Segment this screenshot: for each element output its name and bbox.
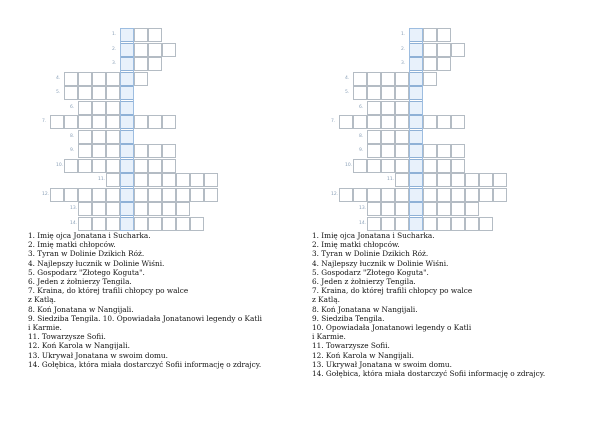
letter-cell[interactable] — [148, 144, 162, 158]
clue-line: 9. Siedziba Tengila. 10. Opowiadała Jonatanowi legendy o Katli — [28, 313, 262, 323]
letter-cell[interactable] — [92, 144, 106, 158]
clue-line: 6. Jeden z żołnierzy Tengila. — [28, 277, 132, 287]
letter-cell[interactable] — [92, 202, 106, 216]
letter-cell[interactable] — [339, 188, 353, 202]
letter-cell[interactable] — [381, 217, 395, 231]
letter-cell[interactable] — [367, 202, 381, 216]
clue-line: 9. Siedziba Tengila. — [312, 313, 385, 323]
clue-line: 4. Najlepszy łucznik w Dolinie Wiśni. — [312, 258, 449, 268]
letter-cell[interactable] — [451, 188, 465, 202]
letter-cell[interactable] — [381, 115, 395, 129]
letter-cell[interactable] — [479, 217, 493, 231]
clue-line: 3. Tyran w Dolinie Dzikich Róż. — [28, 249, 145, 259]
clue-line: 12. Koń Karola w Nangijali. — [28, 341, 130, 351]
letter-cell[interactable] — [395, 173, 409, 187]
letter-cell[interactable] — [381, 159, 395, 173]
clue-line: 2. Imię matki chłopców. — [28, 240, 116, 250]
letter-cell[interactable] — [106, 130, 120, 144]
clue-number: 6. — [70, 104, 75, 110]
letter-cell[interactable] — [92, 130, 106, 144]
clue-line: 1. Imię ojca Jonatana i Sucharka. — [28, 231, 151, 240]
letter-cell[interactable] — [148, 202, 162, 216]
letter-cell[interactable] — [423, 72, 437, 86]
letter-cell[interactable] — [64, 72, 78, 86]
letter-cell[interactable] — [395, 130, 409, 144]
clue-line: i Karmie. — [28, 323, 62, 333]
clue-line: 5. Gospodarz "Złotego Koguta". — [312, 267, 429, 277]
letter-cell[interactable] — [134, 43, 148, 57]
letter-cell[interactable] — [479, 188, 493, 202]
letter-cell[interactable] — [78, 86, 92, 100]
clue-number: 1. — [112, 32, 117, 37]
letter-cell[interactable] — [423, 43, 437, 57]
clue-number: 10. — [56, 162, 64, 168]
letter-cell[interactable] — [106, 173, 120, 187]
solution-cell[interactable] — [120, 217, 134, 231]
solution-cell[interactable] — [409, 130, 423, 144]
clue-line: 10. Opowiadała Jonatanowi legendy o Katli — [312, 323, 472, 333]
clue-line: z Katlą. — [28, 295, 56, 305]
clue-line: 7. Kraina, do której trafili chłopcy po walce — [312, 286, 473, 296]
letter-cell[interactable] — [78, 130, 92, 144]
letter-cell[interactable] — [134, 173, 148, 187]
letter-cell[interactable] — [395, 202, 409, 216]
clue-line: 13. Ukrywał Jonatana w swoim domu. — [312, 359, 452, 369]
letter-cell[interactable] — [204, 173, 218, 187]
letter-cell[interactable] — [437, 202, 451, 216]
letter-cell[interactable] — [381, 144, 395, 158]
letter-cell[interactable] — [78, 101, 92, 115]
letter-cell[interactable] — [479, 173, 493, 187]
letter-cell[interactable] — [367, 130, 381, 144]
letter-cell[interactable] — [176, 173, 190, 187]
letter-cell[interactable] — [353, 159, 367, 173]
clue-number: 13. — [70, 206, 78, 211]
solution-cell[interactable] — [409, 202, 423, 216]
clue-number: 3. — [401, 61, 406, 66]
letter-cell[interactable] — [451, 217, 465, 231]
letter-cell[interactable] — [148, 43, 162, 57]
letter-cell[interactable] — [423, 202, 437, 216]
letter-cell[interactable] — [176, 202, 190, 216]
letter-cell[interactable] — [162, 188, 176, 202]
letter-cell[interactable] — [367, 217, 381, 231]
letter-cell[interactable] — [106, 159, 120, 173]
crossword-grid — [300, 0, 600, 230]
letter-cell[interactable] — [148, 115, 162, 129]
letter-cell[interactable] — [64, 86, 78, 100]
letter-cell[interactable] — [176, 188, 190, 202]
letter-cell[interactable] — [451, 202, 465, 216]
crossword-grid — [0, 0, 300, 230]
letter-cell[interactable] — [437, 43, 451, 57]
letter-cell[interactable] — [190, 217, 204, 231]
letter-cell[interactable] — [162, 159, 176, 173]
letter-cell[interactable] — [106, 188, 120, 202]
letter-cell[interactable] — [437, 188, 451, 202]
letter-cell[interactable] — [423, 57, 437, 71]
letter-cell[interactable] — [106, 72, 120, 86]
letter-cell[interactable] — [423, 159, 437, 173]
letter-cell[interactable] — [423, 217, 437, 231]
letter-cell[interactable] — [92, 188, 106, 202]
solution-cell[interactable] — [120, 202, 134, 216]
clue-line: 7. Kraina, do której trafili chłopcy po walce — [28, 286, 189, 296]
letter-cell[interactable] — [437, 144, 451, 158]
letter-cell[interactable] — [106, 202, 120, 216]
solution-cell[interactable] — [409, 86, 423, 100]
clue-list — [28, 231, 262, 369]
letter-cell[interactable] — [64, 188, 78, 202]
letter-cell[interactable] — [451, 43, 465, 57]
clue-line: 2. Imię matki chłopców. — [312, 240, 400, 250]
letter-cell[interactable] — [367, 188, 381, 202]
clue-line: 1. Imię ojca Jonatana i Sucharka. — [312, 231, 435, 240]
letter-cell[interactable] — [78, 72, 92, 86]
letter-cell[interactable] — [353, 188, 367, 202]
letter-cell[interactable] — [381, 72, 395, 86]
clue-line: 11. Towarzysze Sofii. — [312, 341, 390, 351]
solution-cell[interactable] — [120, 57, 134, 71]
letter-cell[interactable] — [465, 188, 479, 202]
clue-number: 2. — [112, 46, 117, 52]
letter-cell[interactable] — [465, 173, 479, 187]
letter-cell[interactable] — [437, 115, 451, 129]
letter-cell[interactable] — [78, 217, 92, 231]
solution-cell[interactable] — [409, 115, 423, 129]
clue-list — [312, 231, 545, 378]
letter-cell[interactable] — [381, 130, 395, 144]
letter-cell[interactable] — [395, 115, 409, 129]
clue-line: 12. Koń Karola w Nangijali. — [312, 350, 414, 360]
clue-number: 4. — [56, 75, 61, 81]
clue-line: 13. Ukrywał Jonatana w swoim domu. — [28, 350, 168, 360]
letter-cell[interactable] — [92, 217, 106, 231]
clue-number: 10. — [345, 162, 353, 168]
letter-cell[interactable] — [78, 144, 92, 158]
letter-cell[interactable] — [190, 173, 204, 187]
letter-cell[interactable] — [381, 188, 395, 202]
clue-number: 11. — [387, 177, 395, 182]
letter-cell[interactable] — [493, 188, 507, 202]
clue-number: 2. — [401, 46, 406, 52]
solution-cell[interactable] — [409, 159, 423, 173]
letter-cell[interactable] — [451, 173, 465, 187]
letter-cell[interactable] — [423, 173, 437, 187]
letter-cell[interactable] — [395, 86, 409, 100]
letter-cell[interactable] — [437, 159, 451, 173]
solution-cell[interactable] — [120, 159, 134, 173]
letter-cell[interactable] — [134, 159, 148, 173]
clue-number: 14. — [70, 220, 78, 226]
letter-cell[interactable] — [78, 202, 92, 216]
letter-cell[interactable] — [423, 188, 437, 202]
letter-cell[interactable] — [78, 159, 92, 173]
letter-cell[interactable] — [148, 28, 162, 42]
letter-cell[interactable] — [106, 86, 120, 100]
letter-cell[interactable] — [134, 115, 148, 129]
clue-line: 6. Jeden z żołnierzy Tengila. — [312, 277, 416, 287]
solution-cell[interactable] — [120, 43, 134, 57]
solution-cell[interactable] — [409, 188, 423, 202]
letter-cell[interactable] — [92, 101, 106, 115]
clue-number: 3. — [112, 61, 117, 66]
letter-cell[interactable] — [423, 144, 437, 158]
letter-cell[interactable] — [92, 72, 106, 86]
letter-cell[interactable] — [134, 202, 148, 216]
letter-cell[interactable] — [204, 188, 218, 202]
clue-number: 5. — [345, 90, 350, 95]
letter-cell[interactable] — [367, 159, 381, 173]
letter-cell[interactable] — [493, 173, 507, 187]
solution-cell[interactable] — [409, 57, 423, 71]
letter-cell[interactable] — [395, 217, 409, 231]
letter-cell[interactable] — [367, 144, 381, 158]
letter-cell[interactable] — [148, 188, 162, 202]
letter-cell[interactable] — [423, 28, 437, 42]
letter-cell[interactable] — [353, 115, 367, 129]
letter-cell[interactable] — [134, 57, 148, 71]
solution-cell[interactable] — [120, 173, 134, 187]
solution-cell[interactable] — [120, 86, 134, 100]
clue-number: 12. — [42, 191, 50, 197]
solution-cell[interactable] — [120, 115, 134, 129]
solution-cell[interactable] — [409, 101, 423, 115]
letter-cell[interactable] — [162, 173, 176, 187]
clue-number: 8. — [70, 133, 75, 139]
clue-line: i Karmie. — [312, 332, 346, 342]
letter-cell[interactable] — [50, 188, 64, 202]
clue-line: 5. Gospodarz "Złotego Koguta". — [28, 267, 145, 277]
letter-cell[interactable] — [106, 144, 120, 158]
letter-cell[interactable] — [162, 217, 176, 231]
letter-cell[interactable] — [367, 86, 381, 100]
solution-cell[interactable] — [120, 144, 134, 158]
letter-cell[interactable] — [395, 101, 409, 115]
letter-cell[interactable] — [134, 72, 148, 86]
letter-cell[interactable] — [148, 173, 162, 187]
letter-cell[interactable] — [176, 217, 190, 231]
clue-number: 8. — [359, 133, 364, 139]
letter-cell[interactable] — [437, 28, 451, 42]
letter-cell[interactable] — [78, 115, 92, 129]
clue-number: 4. — [345, 75, 350, 81]
letter-cell[interactable] — [395, 188, 409, 202]
letter-cell[interactable] — [353, 72, 367, 86]
solution-cell[interactable] — [409, 144, 423, 158]
letter-cell[interactable] — [134, 144, 148, 158]
letter-cell[interactable] — [451, 159, 465, 173]
letter-cell[interactable] — [162, 202, 176, 216]
letter-cell[interactable] — [381, 202, 395, 216]
clue-number: 11. — [98, 177, 106, 182]
letter-cell[interactable] — [381, 101, 395, 115]
clue-number: 9. — [359, 148, 364, 153]
letter-cell[interactable] — [381, 86, 395, 100]
letter-cell[interactable] — [423, 115, 437, 129]
letter-cell[interactable] — [78, 188, 92, 202]
letter-cell[interactable] — [162, 115, 176, 129]
letter-cell[interactable] — [64, 159, 78, 173]
clue-number: 13. — [359, 206, 367, 211]
letter-cell[interactable] — [148, 57, 162, 71]
letter-cell[interactable] — [353, 86, 367, 100]
letter-cell[interactable] — [395, 159, 409, 173]
solution-cell[interactable] — [120, 130, 134, 144]
clue-number: 6. — [359, 104, 364, 110]
clue-number: 7. — [42, 119, 47, 124]
letter-cell[interactable] — [162, 43, 176, 57]
clue-line: 11. Towarzysze Sofii. — [28, 332, 106, 342]
solution-cell[interactable] — [409, 43, 423, 57]
clue-line: 14. Gołębica, która miała dostarczyć Sofii informację o zdrajcy. — [28, 359, 262, 369]
letter-cell[interactable] — [134, 28, 148, 42]
clue-number: 9. — [70, 148, 75, 153]
letter-cell[interactable] — [190, 188, 204, 202]
letter-cell[interactable] — [451, 144, 465, 158]
letter-cell[interactable] — [134, 188, 148, 202]
letter-cell[interactable] — [367, 101, 381, 115]
letter-cell[interactable] — [395, 144, 409, 158]
solution-cell[interactable] — [409, 28, 423, 42]
clue-number: 14. — [359, 220, 367, 226]
letter-cell[interactable] — [465, 202, 479, 216]
crossword-right — [300, 0, 600, 425]
solution-cell[interactable] — [409, 173, 423, 187]
solution-cell[interactable] — [409, 72, 423, 86]
letter-cell[interactable] — [367, 72, 381, 86]
solution-cell[interactable] — [409, 217, 423, 231]
clue-line: 3. Tyran w Dolinie Dzikich Róż. — [312, 249, 429, 259]
clue-number: 1. — [401, 32, 406, 37]
letter-cell[interactable] — [92, 115, 106, 129]
clue-line: 4. Najlepszy łucznik w Dolinie Wiśni. — [28, 258, 165, 268]
letter-cell[interactable] — [437, 173, 451, 187]
letter-cell[interactable] — [162, 144, 176, 158]
clue-number: 5. — [56, 90, 61, 95]
letter-cell[interactable] — [106, 101, 120, 115]
letter-cell[interactable] — [451, 115, 465, 129]
letter-cell[interactable] — [134, 217, 148, 231]
letter-cell[interactable] — [395, 72, 409, 86]
letter-cell[interactable] — [367, 115, 381, 129]
solution-cell[interactable] — [120, 188, 134, 202]
clue-line: z Katlą. — [312, 295, 340, 305]
clue-number: 7. — [331, 119, 336, 124]
letter-cell[interactable] — [148, 159, 162, 173]
solution-cell[interactable] — [120, 28, 134, 42]
letter-cell[interactable] — [437, 217, 451, 231]
letter-cell[interactable] — [92, 86, 106, 100]
letter-cell[interactable] — [64, 115, 78, 129]
letter-cell[interactable] — [106, 217, 120, 231]
letter-cell[interactable] — [465, 217, 479, 231]
solution-cell[interactable] — [120, 72, 134, 86]
letter-cell[interactable] — [437, 57, 451, 71]
letter-cell[interactable] — [339, 115, 353, 129]
clue-line: 8. Koń Jonatana w Nangijali. — [312, 304, 418, 314]
letter-cell[interactable] — [106, 115, 120, 129]
clue-line: 8. Koń Jonatana w Nangijali. — [28, 304, 134, 314]
solution-cell[interactable] — [120, 101, 134, 115]
letter-cell[interactable] — [148, 217, 162, 231]
letter-cell[interactable] — [92, 159, 106, 173]
clue-number: 12. — [331, 191, 339, 197]
letter-cell[interactable] — [50, 115, 64, 129]
clue-line: 14. Gołębica, która miała dostarczyć Sofii informację o zdrajcy. — [312, 369, 546, 379]
